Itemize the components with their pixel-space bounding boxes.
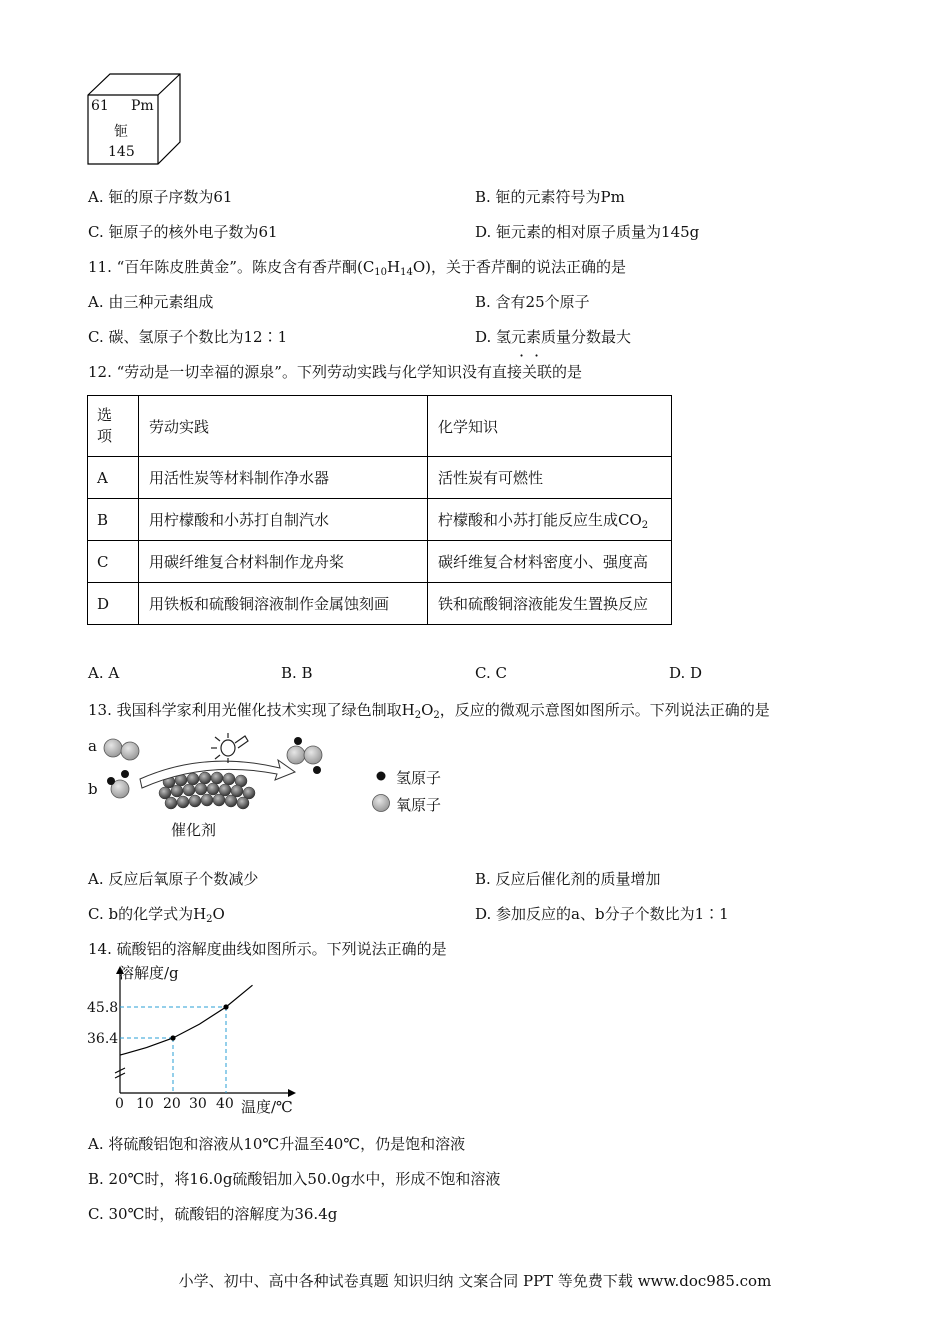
reaction-diagram [85,730,465,845]
q14-stem: 14. 硫酸铝的溶解度曲线如图所示。下列说法正确的是 [88,940,447,958]
table-header-knowledge: 化学知识 [428,396,672,457]
table-cell: A [88,457,139,499]
x-tick-label: 20 [163,1096,181,1112]
q10-option-a: A. 钷的原子序数为61 [88,188,233,206]
q11-option-d: D. 氢元素质量分数最大 [475,328,632,346]
solubility-curve [120,985,253,1055]
legend-oxygen: 氧原子 [396,796,442,814]
q12-option-b: B. B [281,664,313,682]
table-header-option: 选项 [88,396,139,457]
element-number: 61 [91,98,109,114]
emphasis-dot: · [519,346,525,365]
table-cell: 铁和硫酸铜溶液能发生置换反应 [428,583,672,625]
q12-option-c: C. C [475,664,507,682]
q14-option-b: B. 20℃时，将16.0g硫酸铝加入50.0g水中，形成不饱和溶液 [88,1170,501,1188]
chart-svg [85,965,315,1115]
x-tick-label: 40 [216,1096,234,1112]
table-cell: 用碳纤维复合材料制作龙舟桨 [139,541,428,583]
element-symbol: Pm [131,98,154,114]
x-tick-label: 10 [136,1096,154,1112]
q13-stem: 13. 我国科学家利用光催化技术实现了绿色制取$H_2O_2$，反应的微观示意图如图所示。下列说法正确的是 [88,701,770,721]
emphasis-dot: · [534,346,540,365]
q12-stem: 12. “劳动是一切幸福的源泉”。下列劳动实践与化学知识没有直接关联的是 [88,363,582,381]
q12-option-d: D. D [669,664,703,682]
y-tick-label: 45.8 [87,1000,119,1016]
data-point [223,1004,228,1009]
table-cell: D [88,583,139,625]
y-tick-label: 36.4 [87,1031,119,1047]
molecule-b-label: b [88,780,98,798]
q13-option-d: D. 参加反应的a、b分子个数比为1∶1 [475,905,729,923]
molecule-a-label: a [88,737,97,755]
q11-stem: 11. “百年陈皮胜黄金”。陈皮含有香芹酮$(C_{10}H_{14}O)$，关于香芹酮的说法正确的是 [88,258,627,278]
q10-option-b: B. 钷的元素符号为Pm [475,188,625,206]
element-mass: 145 [108,144,135,160]
q14-option-a: A. 将硫酸铝饱和溶液从10℃升温至40℃，仍是饱和溶液 [88,1135,466,1153]
table-cell: B [88,499,139,541]
table-row [88,457,672,499]
q13-option-a: A. 反应后氧原子个数减少 [88,870,259,888]
q11-option-b: B. 含有25个原子 [475,293,590,311]
x-tick-label: 0 [115,1096,124,1112]
table-cell: C [88,541,139,583]
element-card [80,72,190,170]
data-point [170,1035,175,1040]
element-name: 钷 [114,124,128,140]
solubility-chart [85,965,315,1115]
x-axis-label: 温度/℃ [241,1098,293,1116]
table-row [88,583,672,625]
q11-option-a: A. 由三种元素组成 [88,293,214,311]
table-cell: 柠檬酸和小苏打能反应生成$CO_2$ [428,499,672,541]
q12-option-a: A. A [88,664,120,682]
table-row [88,541,672,583]
table-cell: 用活性炭等材料制作净水器 [139,457,428,499]
table-cell: 用铁板和硫酸铜溶液制作金属蚀刻画 [139,583,428,625]
q10-option-d: D. 钷元素的相对原子质量为145g [475,223,700,241]
q13-option-b: B. 反应后催化剂的质量增加 [475,870,661,888]
q14-option-c: C. 30℃时，硫酸铝的溶解度为36.4g [88,1205,338,1223]
q13-option-c: C. b的化学式为$H_2O$ [88,905,225,925]
legend-hydrogen: 氢原子 [396,769,442,787]
table-cell: 碳纤维复合材料密度小、强度高 [428,541,672,583]
table-header-practice: 劳动实践 [139,396,428,457]
x-tick-label: 30 [189,1096,207,1112]
table-row [88,396,672,457]
page-footer: 小学、初中、高中各种试卷真题 知识归纳 文案合同 PPT 等免费下载 www.doc985.com [178,1272,772,1290]
y-axis-label: 溶解度/g [119,964,179,982]
catalyst-label: 催化剂 [171,821,217,839]
q10-option-c: C. 钷原子的核外电子数为61 [88,223,278,241]
q12-table [87,395,672,625]
table-cell: 活性炭有可燃性 [428,457,672,499]
table-cell: 用柠檬酸和小苏打自制汽水 [139,499,428,541]
q11-option-c: C. 碳、氢原子个数比为12∶1 [88,328,288,346]
table-row [88,499,672,541]
